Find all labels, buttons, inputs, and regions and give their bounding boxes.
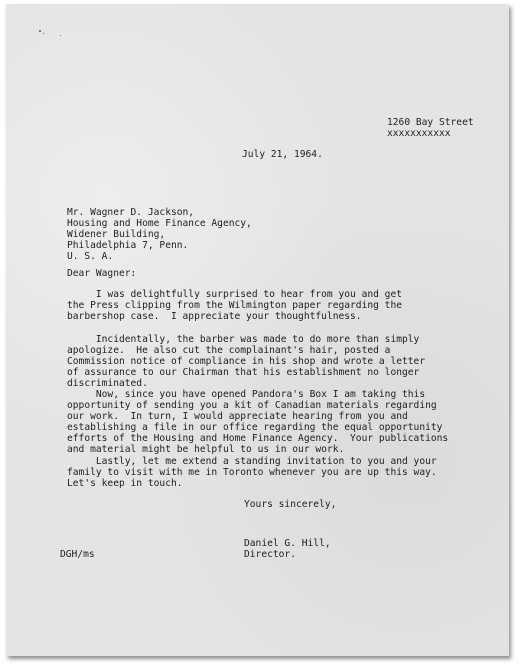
- paragraph-line: and material might be helpful to us in our work.: [67, 444, 345, 455]
- signature-block: [244, 538, 331, 560]
- sender-address-line: xxxxxxxxxxx: [387, 128, 451, 139]
- recipient-line: Philadelphia 7, Penn.: [67, 240, 189, 251]
- paragraph-line: apologize. He also cut the complainant's hair, posted a: [67, 345, 391, 356]
- paragraph-line: Commission notice of compliance in his shop and wrote a letter: [67, 356, 426, 367]
- paragraph-line: Lastly, let me extend a standing invitation to you and your: [67, 456, 437, 467]
- paragraph-line: opportunity of sending you a kit of Canadian materials regarding: [67, 400, 437, 411]
- recipient-line: U. S. A.: [67, 251, 114, 262]
- paragraph-line: the Press clipping from the Wilmington paper regarding the: [67, 300, 403, 311]
- recipient-line: Widener Building,: [67, 229, 166, 240]
- paper-speck: [43, 33, 44, 34]
- paragraph-line: Incidentally, the barber was made to do more than simply: [67, 334, 420, 345]
- signer-title: Director.: [244, 549, 296, 560]
- paragraph-line: efforts of the Housing and Home Finance Agency. Your publications: [67, 433, 449, 444]
- letter-page: [6, 4, 509, 656]
- recipient-line: Mr. Wagner D. Jackson,: [67, 207, 195, 218]
- paragraph-3: [67, 389, 448, 455]
- reference-initials: DGH/ms: [60, 549, 95, 560]
- paragraph-line: family to visit with me in Toronto whenever you are up this way.: [67, 467, 437, 478]
- letter-date: July 21, 1964.: [242, 149, 323, 160]
- closing: Yours sincerely,: [244, 499, 337, 510]
- paragraph-line: discriminated.: [67, 378, 148, 389]
- recipient-address: [67, 207, 252, 262]
- paragraph-2: [67, 334, 425, 389]
- paragraph-line: barbershop case. I appreciate your thoughtfulness.: [67, 311, 362, 322]
- paragraph-line: our work. In turn, I would appreciate hearing from you and: [67, 411, 408, 422]
- recipient-line: Housing and Home Finance Agency,: [67, 218, 252, 229]
- paragraph-line: establishing a file in our office regarding the equal opportunity: [67, 422, 443, 433]
- paragraph-1: [67, 289, 402, 322]
- sender-address: [387, 117, 474, 139]
- paragraph-line: of assurance to our Chairman that his establishment no longer: [67, 367, 420, 378]
- paper-speck: [39, 30, 41, 32]
- paper-speck: [60, 35, 61, 36]
- paragraph-line: Now, since you have opened Pandora's Box I am taking this: [67, 389, 426, 400]
- signer-name: Daniel G. Hill,: [244, 538, 331, 549]
- paragraph-line: Let's keep in touch.: [67, 478, 183, 489]
- paragraph-4: [67, 456, 437, 489]
- paragraph-line: I was delightfully surprised to hear from you and get: [67, 289, 403, 300]
- salutation: Dear Wagner:: [67, 268, 137, 279]
- sender-address-line: 1260 Bay Street: [387, 117, 474, 128]
